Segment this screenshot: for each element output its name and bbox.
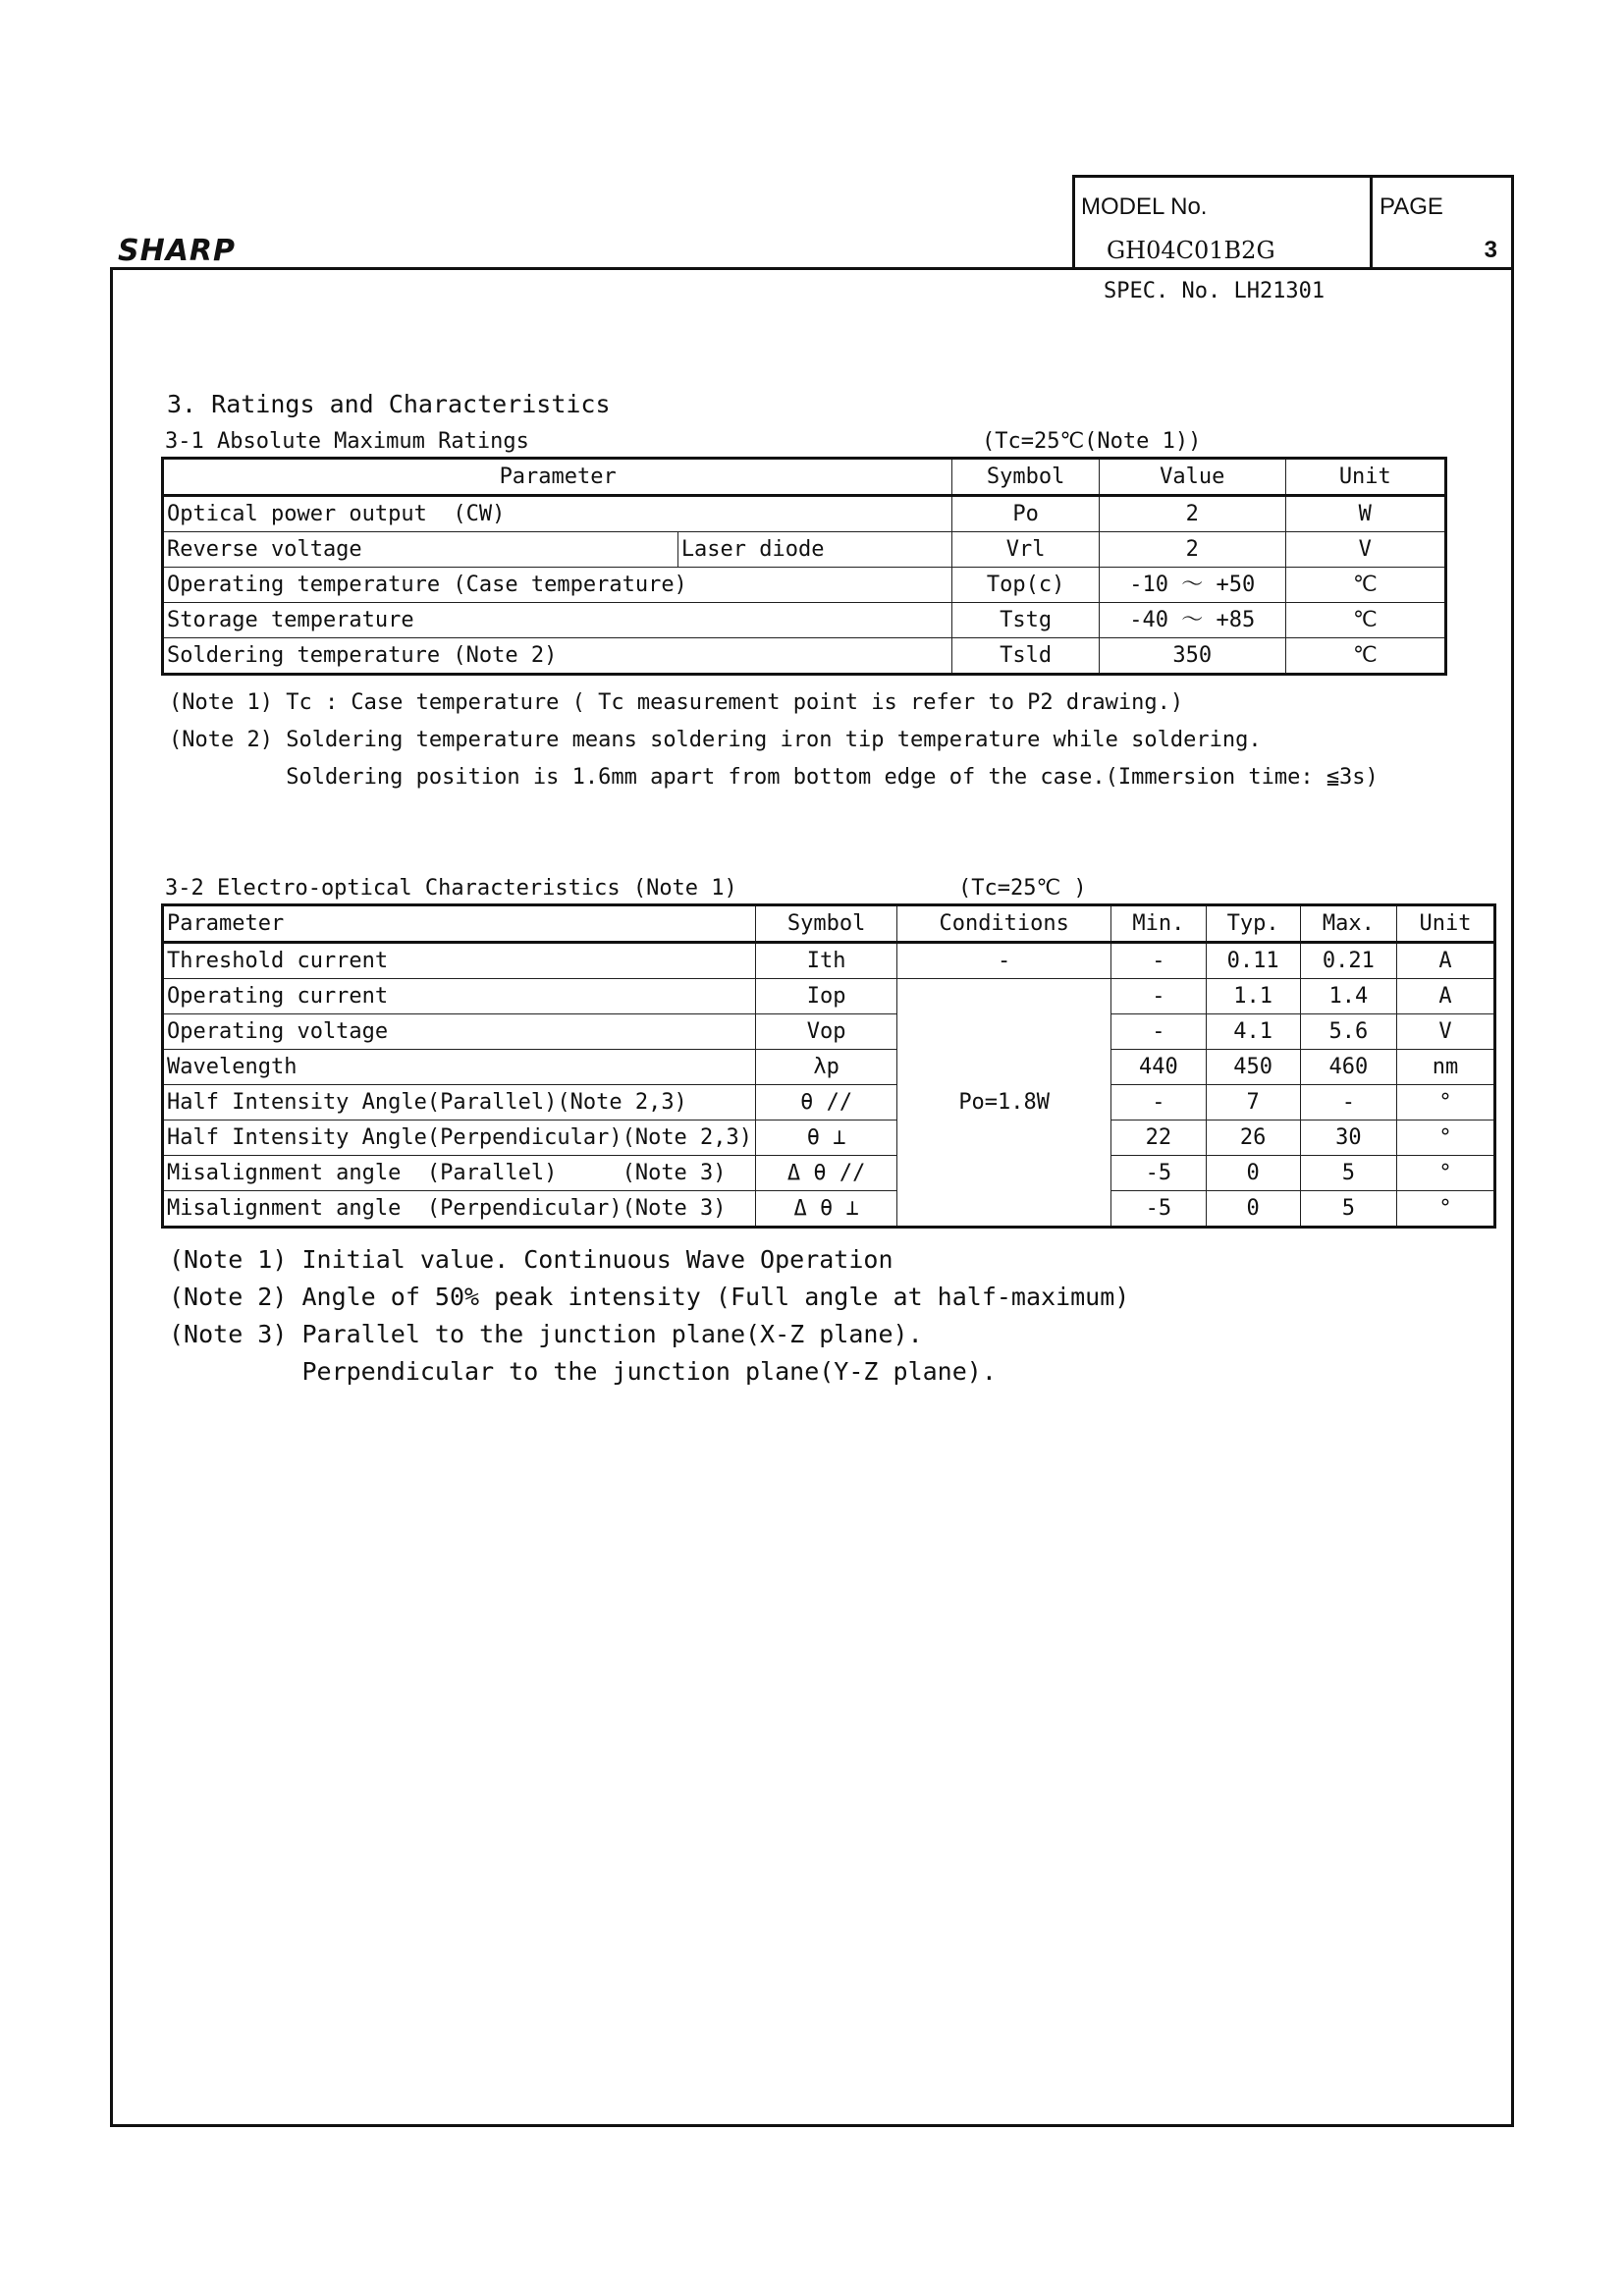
table-row <box>163 1085 1495 1121</box>
abs-unit: V <box>1285 532 1445 568</box>
abs-symbol: Po <box>952 496 1100 532</box>
abs-param: Reverse voltage <box>163 532 678 568</box>
eo-param: Operating voltage <box>163 1014 756 1050</box>
eo-table-header <box>163 905 1495 943</box>
eo-header-parameter: Parameter <box>163 905 756 943</box>
eo-symbol: Δ θ // <box>756 1156 897 1191</box>
spec-number: SPEC. No. LH21301 <box>1104 279 1326 303</box>
abs-max-table <box>161 457 1447 676</box>
eo-note-1: (Note 1) Initial value. Continuous Wave Operation <box>169 1245 893 1274</box>
abs-value: 2 <box>1099 532 1285 568</box>
eo-param: Half Intensity Angle(Parallel)(Note 2,3) <box>163 1085 756 1121</box>
brand-logo: SHARP <box>118 234 237 268</box>
eo-param: Wavelength <box>163 1050 756 1085</box>
table-row <box>163 1014 1495 1050</box>
eo-title: 3-2 Electro-optical Characteristics (Note 1) <box>165 876 737 901</box>
eo-typ: 450 <box>1206 1050 1300 1085</box>
abs-symbol: Vrl <box>952 532 1100 568</box>
eo-unit: A <box>1396 979 1494 1014</box>
abs-param: Optical power output (CW) <box>163 496 952 532</box>
eo-min: - <box>1111 943 1206 979</box>
eo-unit: V <box>1396 1014 1494 1050</box>
table-row <box>163 603 1446 638</box>
abs-param: Operating temperature (Case temperature) <box>163 568 952 603</box>
abs-table-header <box>163 459 1446 496</box>
abs-header-unit: Unit <box>1285 459 1445 496</box>
abs-symbol: Tstg <box>952 603 1100 638</box>
eo-max: 30 <box>1300 1121 1396 1156</box>
eo-note-2: (Note 2) Angle of 50% peak intensity (Full angle at half-maximum) <box>169 1283 1130 1311</box>
abs-unit: ℃ <box>1285 603 1445 638</box>
header-divider <box>1370 178 1373 269</box>
eo-max: 5 <box>1300 1191 1396 1228</box>
eo-unit: ° <box>1396 1085 1494 1121</box>
section-title: 3. Ratings and Characteristics <box>167 390 611 418</box>
abs-param: Soldering temperature (Note 2) <box>163 638 952 675</box>
table-row <box>163 568 1446 603</box>
table-row <box>163 1050 1495 1085</box>
eo-min: -5 <box>1111 1191 1206 1228</box>
table-row <box>163 943 1495 979</box>
eo-header-symbol: Symbol <box>756 905 897 943</box>
header-box <box>1072 175 1514 269</box>
eo-header-unit: Unit <box>1396 905 1494 943</box>
abs-param: Storage temperature <box>163 603 952 638</box>
abs-unit: ℃ <box>1285 568 1445 603</box>
eo-header-max: Max. <box>1300 905 1396 943</box>
eo-max: 460 <box>1300 1050 1396 1085</box>
eo-max: 5.6 <box>1300 1014 1396 1050</box>
abs-symbol: Top(c) <box>952 568 1100 603</box>
eo-condition: (Tc=25℃ ) <box>958 876 1087 901</box>
table-row <box>163 638 1446 675</box>
eo-typ: 0.11 <box>1206 943 1300 979</box>
abs-value: -10 ～ +50 <box>1099 568 1285 603</box>
eo-note-3-cont: Perpendicular to the junction plane(Y-Z plane). <box>169 1357 997 1386</box>
eo-typ: 0 <box>1206 1156 1300 1191</box>
eo-min: - <box>1111 1014 1206 1050</box>
abs-symbol: Tsld <box>952 638 1100 675</box>
eo-header-typ: Typ. <box>1206 905 1300 943</box>
eo-typ: 26 <box>1206 1121 1300 1156</box>
page-label: PAGE <box>1380 193 1443 220</box>
abs-header-value: Value <box>1099 459 1285 496</box>
eo-typ: 0 <box>1206 1191 1300 1228</box>
eo-typ: 1.1 <box>1206 979 1300 1014</box>
eo-typ: 7 <box>1206 1085 1300 1121</box>
eo-symbol: θ // <box>756 1085 897 1121</box>
eo-unit: ° <box>1396 1156 1494 1191</box>
eo-symbol: λp <box>756 1050 897 1085</box>
eo-max: 5 <box>1300 1156 1396 1191</box>
abs-header-parameter: Parameter <box>163 459 952 496</box>
abs-note-2-cont: Soldering position is 1.6mm apart from bottom edge of the case.(Immersion time: ≦3s) <box>169 765 1379 790</box>
eo-symbol: Δ θ ⊥ <box>756 1191 897 1228</box>
table-row <box>163 1156 1495 1191</box>
abs-sub-param: Laser diode <box>677 532 952 568</box>
table-row <box>163 532 1446 568</box>
eo-min: - <box>1111 1085 1206 1121</box>
eo-min: -5 <box>1111 1156 1206 1191</box>
eo-param: Threshold current <box>163 943 756 979</box>
eo-unit: ° <box>1396 1191 1494 1228</box>
abs-value: 350 <box>1099 638 1285 675</box>
eo-shared-condition: Po=1.8W <box>897 979 1111 1228</box>
eo-symbol: Iop <box>756 979 897 1014</box>
eo-unit: A <box>1396 943 1494 979</box>
table-row <box>163 1191 1495 1228</box>
eo-unit: ° <box>1396 1121 1494 1156</box>
eo-typ: 4.1 <box>1206 1014 1300 1050</box>
eo-param: Half Intensity Angle(Perpendicular)(Note 2,3) <box>163 1121 756 1156</box>
eo-symbol: Ith <box>756 943 897 979</box>
eo-min: 440 <box>1111 1050 1206 1085</box>
model-value: GH04C01B2G <box>1107 237 1275 264</box>
abs-note-1: (Note 1) Tc : Case temperature ( Tc measurement point is refer to P2 drawing.) <box>169 690 1184 715</box>
eo-symbol: Vop <box>756 1014 897 1050</box>
eo-header-min: Min. <box>1111 905 1206 943</box>
abs-max-condition: (Tc=25℃(Note 1)) <box>982 429 1202 454</box>
eo-param: Misalignment angle (Parallel) (Note 3) <box>163 1156 756 1191</box>
abs-max-title: 3-1 Absolute Maximum Ratings <box>165 429 529 454</box>
table-row <box>163 979 1495 1014</box>
abs-value: -40 ～ +85 <box>1099 603 1285 638</box>
abs-unit: ℃ <box>1285 638 1445 675</box>
abs-note-2: (Note 2) Soldering temperature means soldering iron tip temperature while soldering. <box>169 728 1262 752</box>
table-row <box>163 1121 1495 1156</box>
eo-max: 0.21 <box>1300 943 1396 979</box>
eo-max: - <box>1300 1085 1396 1121</box>
eo-note-3: (Note 3) Parallel to the junction plane(X-Z plane). <box>169 1320 923 1348</box>
eo-header-conditions: Conditions <box>897 905 1111 943</box>
eo-symbol: θ ⊥ <box>756 1121 897 1156</box>
abs-unit: W <box>1285 496 1445 532</box>
page-number: 3 <box>1484 237 1497 263</box>
abs-value: 2 <box>1099 496 1285 532</box>
eo-cond: - <box>897 943 1111 979</box>
model-label: MODEL No. <box>1081 193 1208 220</box>
table-row <box>163 496 1446 532</box>
eo-unit: nm <box>1396 1050 1494 1085</box>
eo-min: 22 <box>1111 1121 1206 1156</box>
eo-min: - <box>1111 979 1206 1014</box>
eo-param: Operating current <box>163 979 756 1014</box>
eo-param: Misalignment angle (Perpendicular)(Note 3) <box>163 1191 756 1228</box>
eo-max: 1.4 <box>1300 979 1396 1014</box>
eo-table <box>161 903 1496 1229</box>
abs-header-symbol: Symbol <box>952 459 1100 496</box>
